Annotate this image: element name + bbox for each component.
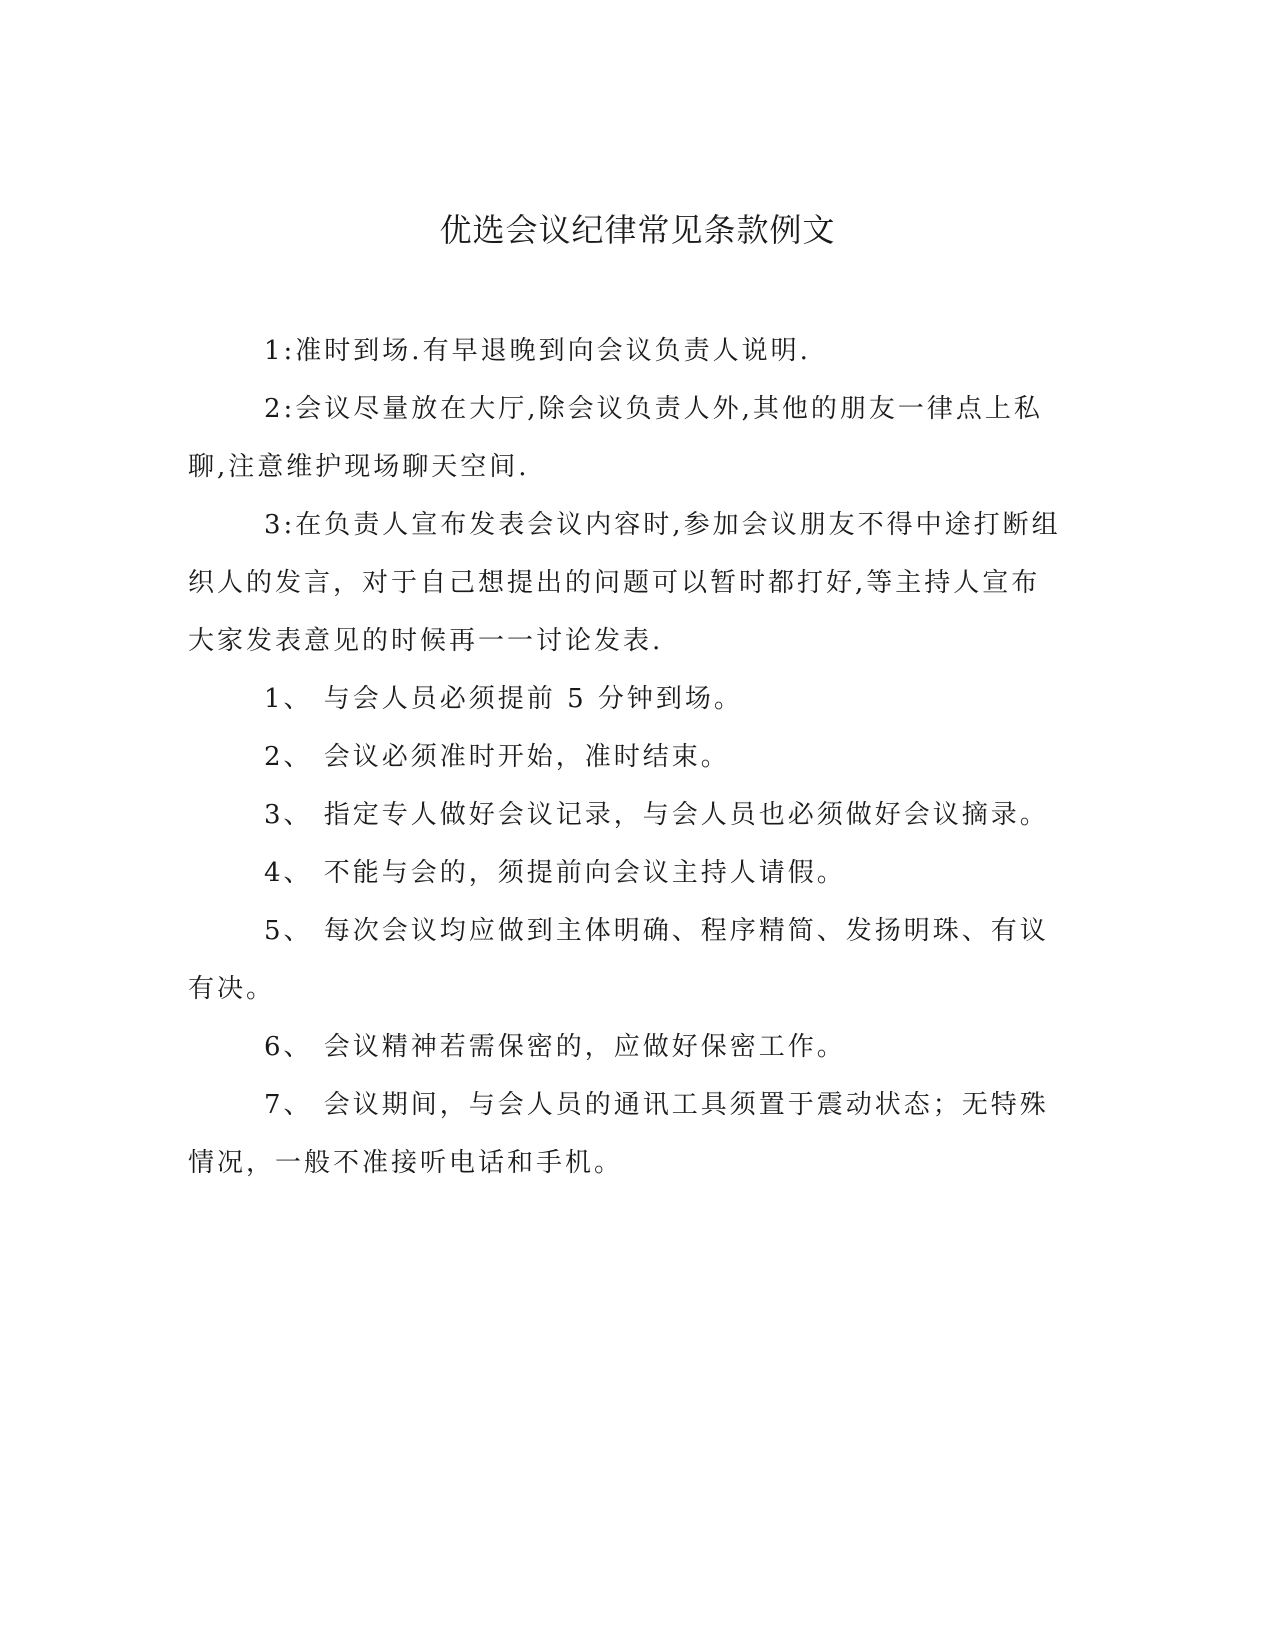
paragraph-rule-1: 1:准时到场.有早退晚到向会议负责人说明. [264,336,811,366]
list-item-7: 7、 会议期间，与会人员的通讯工具须置于震动状态；无特殊情况，一般不准接听电话和手机。 [188,1090,1049,1178]
paragraph-rule-2: 2:会议尽量放在大厅,除会议负责人外,其他的朋友一律点上私聊,注意维护现场聊天空间. [188,394,1043,482]
document-body [188,322,1068,1192]
list-item-1: 1、 与会人员必须提前 5 分钟到场。 [264,684,743,714]
list-item-6: 6、 会议精神若需保密的，应做好保密工作。 [264,1032,846,1062]
paragraph-rule-3: 3:在负责人宣布发表会议内容时,参加会议朋友不得中途打断组织人的发言，对于自己想提出的问题可以暂时都打好,等主持人宣布大家发表意见的时候再一一讨论发表. [188,510,1061,656]
list-item-5: 5、 每次会议均应做到主体明确、程序精简、发扬明珠、有议有决。 [188,916,1049,1004]
list-item-3: 3、 指定专人做好会议记录，与会人员也必须做好会议摘录。 [264,800,1049,830]
document-title: 优选会议纪律常见条款例文 [439,211,836,249]
list-item-2: 2、 会议必须准时开始，准时结束。 [264,742,730,772]
list-item-4: 4、 不能与会的，须提前向会议主持人请假。 [264,858,846,888]
